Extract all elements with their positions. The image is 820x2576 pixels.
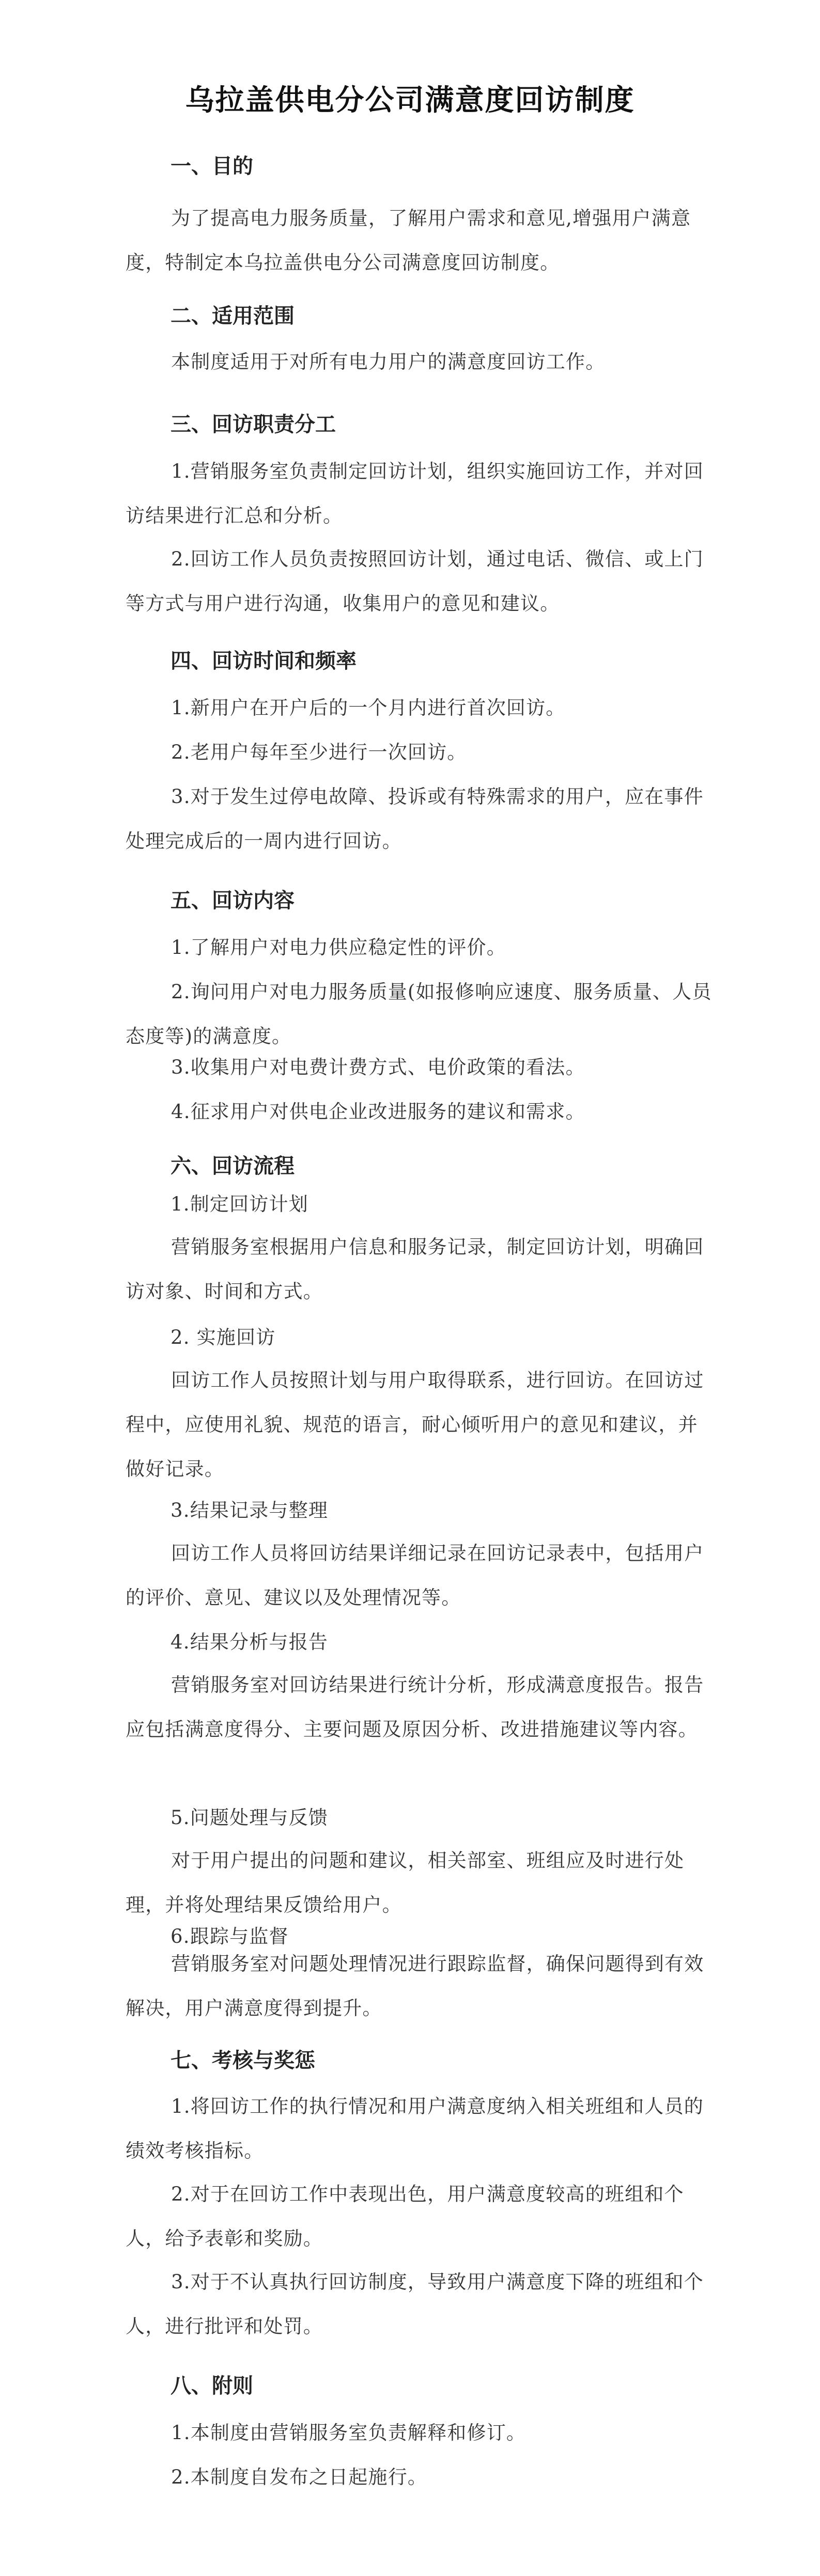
- responsibility-item-2: 2.回访工作人员负责按照回访计划，通过电话、微信、或上门等方式与用户进行沟通，收集用户的意见和建议。: [126, 548, 704, 615]
- process-step-1-body: 营销服务室根据用户信息和服务记录，制定回访计划，明确回访对象、时间和方式。: [126, 1236, 704, 1302]
- frequency-item-3: 3.对于发生过停电故障、投诉或有特殊需求的用户，应在事件处理完成后的一周内进行回访。: [126, 786, 704, 852]
- process-step-1-title: 1.制定回访计划: [171, 1193, 308, 1215]
- process-step-6-title: 6.跟踪与监督: [171, 1925, 289, 1947]
- section-heading-purpose: 一、目的: [171, 154, 253, 178]
- section-scope-paragraph: 本制度适用于对所有电力用户的满意度回访工作。: [171, 351, 606, 373]
- evaluation-item-3: 3.对于不认真执行回访制度，导致用户满意度下降的班组和个人，进行批评和处罚。: [126, 2271, 704, 2337]
- evaluation-item-1: 1.将回访工作的执行情况和用户满意度纳入相关班组和人员的绩效考核指标。: [126, 2095, 704, 2162]
- process-step-2-body: 回访工作人员按照计划与用户取得联系，进行回访。在回访过程中，应使用礼貌、规范的语言，耐心倾听用户的意见和建议，并做好记录。: [126, 1369, 704, 1480]
- process-step-4-body: 营销服务室对回访结果进行统计分析，形成满意度报告。报告应包括满意度得分、主要问题及原因分析、改进措施建议等内容。: [126, 1674, 704, 1740]
- section-heading-frequency: 四、回访时间和频率: [171, 649, 357, 673]
- section-heading-responsibilities: 三、回访职责分工: [171, 413, 336, 436]
- frequency-item-1: 1.新用户在开户后的一个月内进行首次回访。: [171, 697, 566, 719]
- process-step-3-body: 回访工作人员将回访结果详细记录在回访记录表中，包括用户的评价、意见、建议以及处理情况等。: [126, 1542, 704, 1609]
- section-heading-process: 六、回访流程: [171, 1154, 295, 1178]
- responsibility-item-1: 1.营销服务室负责制定回访计划，组织实施回访工作，并对回访结果进行汇总和分析。: [126, 460, 704, 527]
- section-heading-content: 五、回访内容: [171, 889, 295, 913]
- content-item-1: 1.了解用户对电力供应稳定性的评价。: [171, 936, 506, 959]
- section-heading-evaluation: 七、考核与奖惩: [171, 2049, 315, 2072]
- content-item-2: 2.询问用户对电力服务质量(如报修响应速度、服务质量、人员态度等)的满意度。: [126, 981, 712, 1047]
- process-step-5-body: 对于用户提出的问题和建议，相关部室、班组应及时进行处理，并将处理结果反馈给用户。: [126, 1849, 685, 1916]
- supplementary-item-1: 1.本制度由营销服务室负责解释和修订。: [171, 2422, 527, 2444]
- process-step-2-title: 2. 实施回访: [171, 1326, 276, 1348]
- section-heading-scope: 二、适用范围: [171, 304, 295, 328]
- content-item-4: 4.征求用户对供电企业改进服务的建议和需求。: [171, 1101, 585, 1123]
- process-step-4-title: 4.结果分析与报告: [171, 1631, 329, 1653]
- evaluation-item-2: 2.对于在回访工作中表现出色，用户满意度较高的班组和个人，给予表彰和奖励。: [126, 2183, 684, 2250]
- content-item-3: 3.收集用户对电费计费方式、电价政策的看法。: [171, 1056, 585, 1078]
- document-title: 乌拉盖供电分公司满意度回访制度: [185, 84, 635, 117]
- process-step-6-body: 营销服务室对问题处理情况进行跟踪监督，确保问题得到有效解决，用户满意度得到提升。: [126, 1953, 704, 2019]
- supplementary-item-2: 2.本制度自发布之日起施行。: [171, 2466, 428, 2488]
- section-heading-supplementary: 八、附则: [171, 2374, 253, 2398]
- process-step-5-title: 5.问题处理与反馈: [171, 1807, 329, 1829]
- frequency-item-2: 2.老用户每年至少进行一次回访。: [171, 741, 467, 763]
- section-purpose-paragraph: 为了提高电力服务质量，了解用户需求和意见,增强用户满意度，特制定本乌拉盖供电分公司满意度回访制度。: [126, 207, 691, 274]
- process-step-3-title: 3.结果记录与整理: [171, 1499, 329, 1521]
